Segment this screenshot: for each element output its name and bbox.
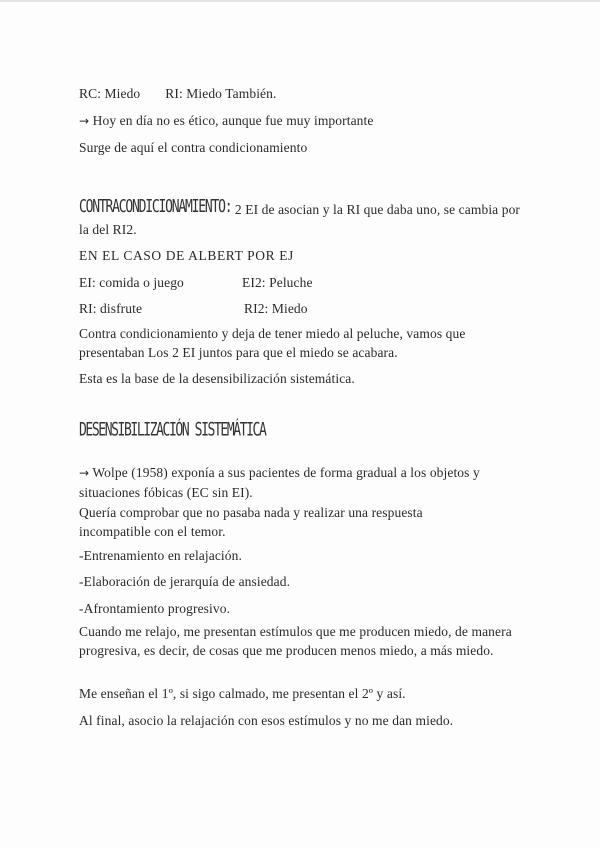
ri2-text: RI2: Miedo [244,301,308,316]
ethic-line [79,112,373,130]
final-line: Al final, asocio la relajación con esos estímulos y no me dan miedo. [79,713,454,728]
rc-ri-line [79,85,276,102]
ethic-text: Hoy en día no es ético, aunque fue muy importante [92,113,374,128]
surge-line: Surge de aquí el contra condicionamiento [79,140,308,155]
albert-line: EN EL CASO DE ALBERT POR EJ [79,248,294,263]
contra-intro-text: 2 EI de asocian y la RI que daba uno, se cambia por la del RI2. [79,202,521,237]
contra-intro-paragraph [79,197,524,239]
contra-heading: CONTRACONDICIONAMIENTO: [79,197,232,218]
ri-text: RI: Miedo También. [165,86,277,101]
ei2-text: EI2: Peluche [242,275,313,290]
cuando-paragraph: Cuando me relajo, me presentan estímulos que me producen miedo, de manera progresiva, es decir, de cosas que me producen menos miedo, a más miedo. [79,624,512,658]
rc-text: RC: Miedo [79,86,141,101]
ei1-text: EI: comida o juego [79,275,184,290]
base-line: Esta es la base de la desensibilización sistemática. [79,371,355,386]
wolpe-paragraph [79,463,519,502]
contra-explain-paragraph: Contra condicionamiento y deja de tener miedo al peluche, vamos que presentaban Los 2 EI juntos para que el miedo se acabara. [79,326,466,360]
queria-paragraph: Quería comprobar que no pasaba nada y realizar una respuesta incompatible con el temor. [79,505,423,539]
step-afrontamiento: -Afrontamiento progresivo. [79,601,231,616]
arrow-icon: → [79,466,90,480]
step-jerarquia: -Elaboración de jerarquía de ansiedad. [79,574,291,589]
wolpe-text: Wolpe (1958) exponía a sus pacientes de forma gradual a los objetos y situaciones fóbicas (EC sin EI). [79,465,480,500]
ensenan-line: Me enseñan el 1º, si sigo calmado, me presentan el 2º y así. [79,686,406,701]
scan-edge [0,0,600,2]
ri1-text: RI: disfrute [79,301,143,316]
step-relajacion: -Entrenamiento en relajación. [79,548,242,563]
arrow-icon: → [79,114,90,128]
desens-heading: DESENSIBILIZACIÓN SISTEMÁTICA [79,420,266,441]
